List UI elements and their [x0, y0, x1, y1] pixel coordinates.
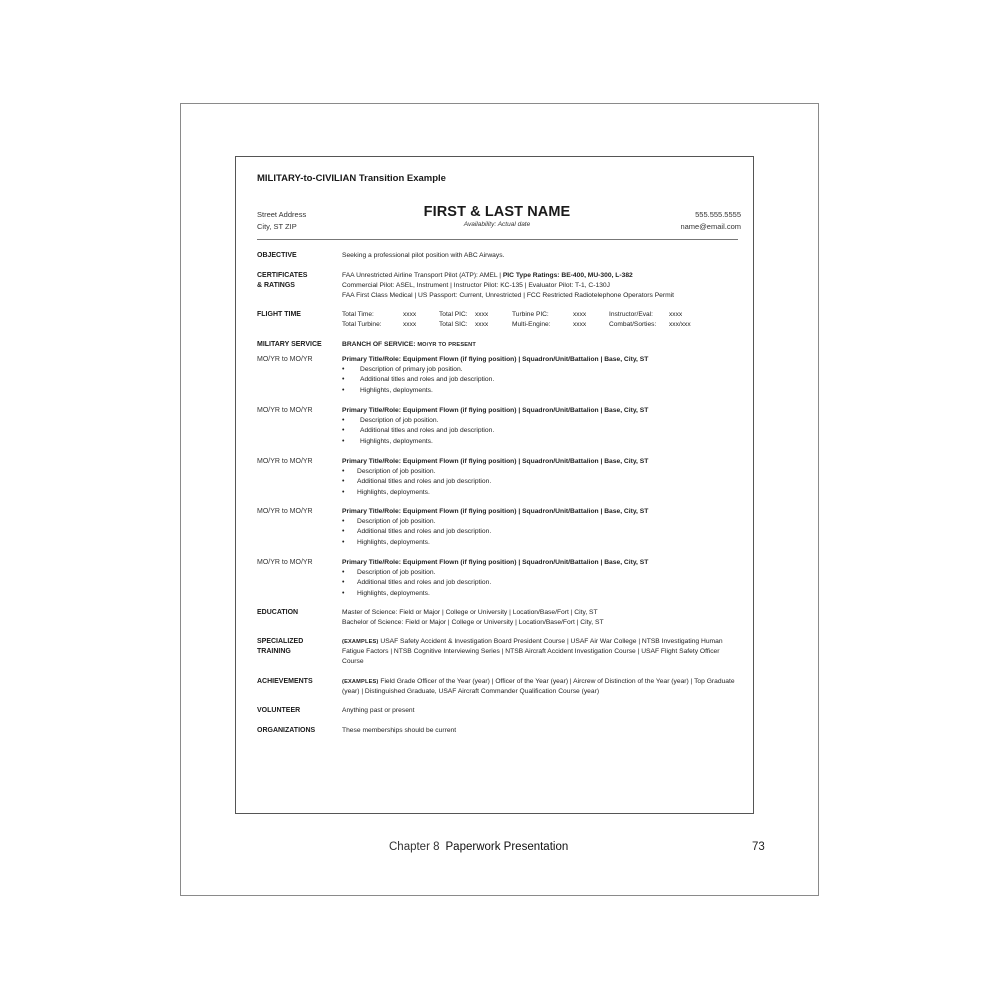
type-ratings: PIC Type Ratings: BE-400, MU-300, L-382 — [502, 272, 633, 279]
flight-time-value: xxxx — [403, 311, 417, 318]
flight-time-value: xxxx — [475, 321, 489, 328]
achievements-label: ACHIEVEMENTS — [257, 678, 313, 685]
flight-time-label: Instructor/Eval: — [609, 311, 653, 318]
flight-time-label: Turbine PIC: — [512, 311, 549, 318]
list-item: • Description of job position. — [342, 568, 742, 578]
organizations-label: ORGANIZATIONS — [257, 727, 316, 734]
education-label: EDUCATION — [257, 609, 299, 616]
certificates-label — [257, 271, 337, 291]
list-item: • Description of primary job position. — [342, 365, 742, 375]
list-item: • Description of job position. — [342, 517, 742, 527]
achievements-description: Field Grade Officer of the Year (year) | Officer of the Year (year) | Aircrew of Distinction of the Year (year) | Top Graduate (year) | Distinguished Graduate, USAF Aircraft Commander Qualification Course (year) — [342, 678, 735, 696]
flight-time-value: xxxx — [475, 311, 489, 318]
list-item: • Additional titles and roles and job description. — [342, 426, 742, 436]
phone-number: 555.555.5555 — [695, 210, 741, 219]
list-item: • Highlights, deployments. — [342, 437, 742, 447]
entry-date: MO/YR to MO/YR — [257, 356, 313, 363]
training-label-line2: TRAINING — [257, 648, 291, 655]
flight-time-value: xxxx — [573, 311, 587, 318]
flight-time-label: Total SIC: — [439, 321, 468, 328]
organizations-text: These memberships should be current — [342, 727, 457, 734]
military-entry — [342, 406, 742, 447]
flight-time-value: xxxx — [669, 311, 683, 318]
document-heading: MILITARY-to-CIVILIAN Transition Example — [257, 173, 446, 184]
flight-time-label: Multi-Engine: — [512, 321, 551, 328]
examples-tag: (EXAMPLES) — [342, 639, 379, 645]
flight-time-value: xxxx — [573, 321, 587, 328]
street-address: Street Address — [257, 210, 307, 219]
certificates-label-line1: CERTIFICATES — [257, 272, 308, 279]
volunteer-text: Anything past or present — [342, 707, 415, 714]
education-line1: Master of Science: Field or Major | College or University | Location/Base/Fort | City, ST — [342, 609, 598, 616]
list-item: • Description of job position. — [342, 416, 742, 426]
address-block — [257, 209, 306, 232]
entry-date: MO/YR to MO/YR — [257, 458, 313, 465]
certificates-line1 — [342, 271, 742, 281]
bullet-text: Description of primary job position. — [360, 366, 463, 374]
entry-title: Primary Title/Role: Equipment Flown (if flying position) | Squadron/Unit/Battalion | Base, City, ST — [342, 458, 649, 465]
certificates-line3: FAA First Class Medical | US Passport: Current, Unrestricted | FCC Restricted Radiotelephone Operators Permit — [342, 292, 675, 300]
military-entry — [342, 558, 742, 599]
certificates-label-line2: & RATINGS — [257, 282, 295, 289]
entry-title: Primary Title/Role: Equipment Flown (if flying position) | Squadron/Unit/Battalion | Base, City, ST — [342, 356, 649, 363]
military-service-label: MILITARY SERVICE — [257, 341, 322, 348]
chapter-footer — [389, 841, 568, 853]
training-label-line1: SPECIALIZED — [257, 638, 304, 645]
certificates-text — [342, 271, 742, 302]
bullet-text: Additional titles and roles and job description. — [357, 579, 492, 587]
military-entry — [342, 457, 742, 498]
bullet-text: Highlights, deployments. — [360, 386, 433, 394]
bullet-text: Description of job position. — [357, 518, 436, 526]
entry-title: Primary Title/Role: Equipment Flown (if flying position) | Squadron/Unit/Battalion | Base, City, ST — [342, 407, 649, 414]
education-text — [342, 608, 742, 628]
contact-block — [680, 209, 741, 232]
bullet-text: Additional titles and roles and job description. — [360, 376, 495, 384]
list-item: • Additional titles and roles and job description. — [342, 578, 742, 588]
list-item: • Description of job position. — [342, 467, 742, 477]
achievements-text — [342, 677, 742, 697]
military-entry — [342, 355, 742, 396]
training-description: USAF Safety Accident & Investigation Board President Course | USAF Air War College | NTSB Investigating Human Fatigue Factors | NTSB Cognitive Interviewing Series | NTSB Aircraft Accident Investigation Course | USAF Flight Safety Officer Course — [342, 638, 723, 666]
objective-label: OBJECTIVE — [257, 252, 297, 259]
branch-of-service — [342, 340, 742, 350]
objective-text: Seeking a professional pilot position with ABC Airways. — [342, 252, 505, 259]
entry-date: MO/YR to MO/YR — [257, 508, 313, 515]
bullet-text: Description of job position. — [360, 417, 439, 425]
entry-date: MO/YR to MO/YR — [257, 407, 313, 414]
bullet-text: Additional titles and roles and job description. — [357, 478, 492, 486]
availability: Availability: Actual date — [463, 221, 531, 228]
entry-title: Primary Title/Role: Equipment Flown (if flying position) | Squadron/Unit/Battalion | Base, City, ST — [342, 508, 649, 515]
bullet-text: Additional titles and roles and job description. — [357, 528, 492, 536]
bullet-text: Highlights, deployments. — [357, 589, 430, 597]
entry-date: MO/YR to MO/YR — [257, 559, 313, 566]
list-item: • Highlights, deployments. — [342, 386, 742, 396]
military-entry — [342, 507, 742, 548]
list-item: • Additional titles and roles and job description. — [342, 477, 742, 487]
email-address: name@email.com — [680, 221, 741, 231]
flight-time-label: FLIGHT TIME — [257, 311, 301, 318]
list-item: • Additional titles and roles and job description. — [342, 375, 742, 385]
list-item: • Highlights, deployments. — [342, 488, 742, 498]
bullet-text: Highlights, deployments. — [357, 488, 430, 496]
flight-time-label: Combat/Sorties: — [609, 321, 657, 328]
bullet-text: Highlights, deployments. — [357, 538, 430, 546]
flight-time-label: Total PIC: — [439, 311, 468, 318]
name-header — [377, 203, 617, 228]
entry-title: Primary Title/Role: Equipment Flown (if flying position) | Squadron/Unit/Battalion | Base, City, ST — [342, 559, 649, 566]
chapter-title: Paperwork Presentation — [445, 841, 569, 853]
education-line2: Bachelor of Science: Field or Major | College or University | Location/Base/Fort | City, ST — [342, 619, 604, 627]
page-number: 73 — [752, 841, 765, 853]
branch-dates: MO/YR TO PRESENT — [417, 342, 477, 348]
flight-time-label: Total Time: — [342, 311, 374, 318]
header-divider — [257, 239, 738, 240]
certificates-line2: Commercial Pilot: ASEL, Instrument | Instructor Pilot: KC-135 | Evaluator Pilot: T-1, C-130J — [342, 282, 610, 290]
flight-time-value: xxxx — [403, 321, 417, 328]
resume-document — [235, 156, 754, 814]
bullet-text: Additional titles and roles and job description. — [360, 427, 495, 435]
bullet-text: Highlights, deployments. — [360, 437, 433, 445]
bullet-text: Description of job position. — [357, 569, 436, 577]
applicant-name: FIRST & LAST NAME — [423, 204, 571, 220]
list-item: • Highlights, deployments. — [342, 538, 742, 548]
list-item: • Highlights, deployments. — [342, 589, 742, 599]
atp-text: FAA Unrestricted Airline Transport Pilot (ATP): AMEL | — [342, 272, 503, 279]
list-item: • Additional titles and roles and job description. — [342, 527, 742, 537]
training-text — [342, 637, 742, 668]
branch-label: BRANCH OF SERVICE: — [342, 341, 416, 348]
city-state-zip: City, ST ZIP — [257, 221, 297, 231]
examples-tag: (EXAMPLES) — [342, 679, 379, 685]
bullet-text: Description of job position. — [357, 468, 436, 476]
volunteer-label: VOLUNTEER — [257, 707, 301, 714]
training-label — [257, 637, 337, 657]
flight-time-label: Total Turbine: — [342, 321, 382, 328]
flight-time-value: xxx/xxx — [669, 321, 691, 328]
chapter-number: Chapter 8 — [389, 841, 440, 853]
